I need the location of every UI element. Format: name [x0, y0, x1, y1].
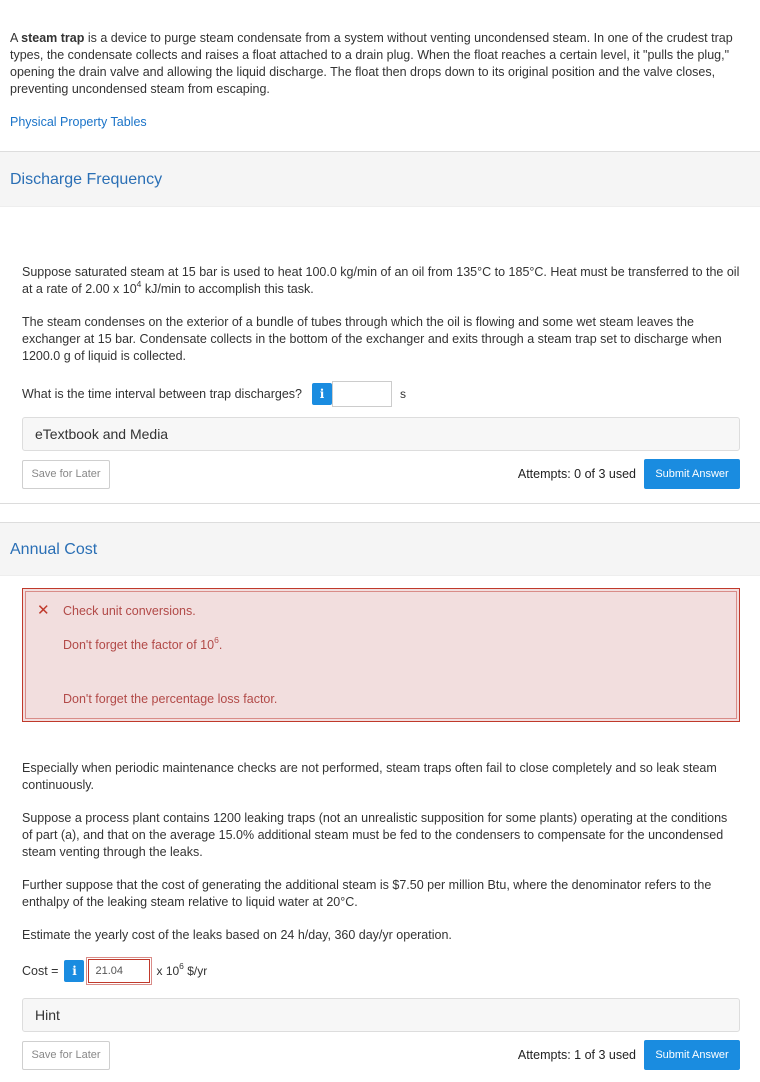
unit-label: s — [400, 386, 406, 401]
error-feedback-box — [22, 588, 740, 722]
intro-paragraph: A steam trap is a device to purge steam condensate from a system without venting uncondensed steam. In one of the crudest trap types, the condensate collects and raises a float attached to a drain plug. When the float reaches a certain level, it "pulls the plug," opening the drain valve and allowing the liquid discharge. The float then drops down to its original position and the valve closes, preventing uncondensed steam from escaping. — [10, 31, 733, 96]
part-b-paragraph-3: Further suppose that the cost of generating the additional steam is $7.50 per million Btu, where the denominator refers to the enthalpy of the leaking steam relative to liquid water at 20°C. — [22, 878, 712, 909]
cost-input[interactable] — [88, 959, 150, 983]
part-a-paragraph-2: The steam condenses on the exterior of a bundle of tubes through which the oil is flowing and some wet steam leaves the exchanger at 15 bar. Condensate collects in the bottom of the exchanger and exits through a steam trap set to discharge when 1200.0 g of liquid is collected. — [22, 315, 722, 363]
feedback-line-1: Check unit conversions. — [63, 604, 196, 618]
attempts-counter: Attempts: 1 of 3 used — [517, 1047, 636, 1062]
part-b-action-row — [22, 1040, 740, 1070]
feedback-line-3: Don't forget the percentage loss factor. — [63, 692, 278, 706]
error-x-icon: ✕ — [37, 602, 50, 619]
part-b-paragraph-1: Especially when periodic maintenance checks are not performed, steam traps often fail to close completely and so leak steam continuously. — [22, 761, 717, 792]
feedback-line-2: Don't forget the factor of $10^6$. — [63, 634, 223, 652]
part-a-body — [0, 207, 760, 489]
part-a-action-row — [22, 459, 740, 489]
cost-row — [22, 958, 740, 984]
intro-section — [0, 0, 760, 131]
physical-property-tables-link[interactable]: Physical Property Tables — [10, 115, 147, 129]
part-b-paragraph-4: Estimate the yearly cost of the leaks based on 24 h/day, 360 day/yr operation. — [22, 928, 452, 942]
question-row — [22, 381, 740, 407]
part-b-body — [0, 576, 760, 1070]
save-for-later-button[interactable]: Save for Later — [22, 460, 110, 489]
save-for-later-button[interactable]: Save for Later — [22, 1041, 110, 1070]
info-icon[interactable]: i — [64, 960, 84, 982]
cost-unit-label: x $10^6$ $/yr — [156, 960, 208, 978]
cost-label: Cost = — [22, 963, 59, 978]
submit-answer-button[interactable]: Submit Answer — [644, 459, 740, 489]
submit-answer-button[interactable]: Submit Answer — [644, 1040, 740, 1070]
etextbook-media-bar[interactable]: eTextbook and Media — [22, 417, 740, 451]
attempts-counter: Attempts: 0 of 3 used — [517, 466, 636, 481]
question-text: What is the time interval between trap discharges? — [22, 386, 302, 401]
part-a-paragraph-1: Suppose saturated steam at 15 bar is used to heat 100.0 kg/min of an oil from 135°C to 185°C. Heat must be transferred to the oil at a rate of 2.00 x $10^4$ kJ/min to accomplish this task. — [22, 265, 740, 296]
part-b-paragraph-2: Suppose a process plant contains 1200 leaking traps (not an unrealistic supposition for some plants) operating at the conditions of part (a), and that on the average 15.0% additional steam must be fed to the condensers to compensate for the uncondensed steam venting through the leaks. — [22, 811, 728, 859]
info-icon[interactable]: i — [312, 383, 332, 405]
section-heading-discharge-frequency: Discharge Frequency — [0, 151, 760, 207]
time-interval-input[interactable] — [332, 381, 392, 407]
section-heading-annual-cost: Annual Cost — [0, 522, 760, 576]
steam-trap-term: steam trap — [21, 31, 85, 45]
hint-bar[interactable]: Hint — [22, 998, 740, 1032]
